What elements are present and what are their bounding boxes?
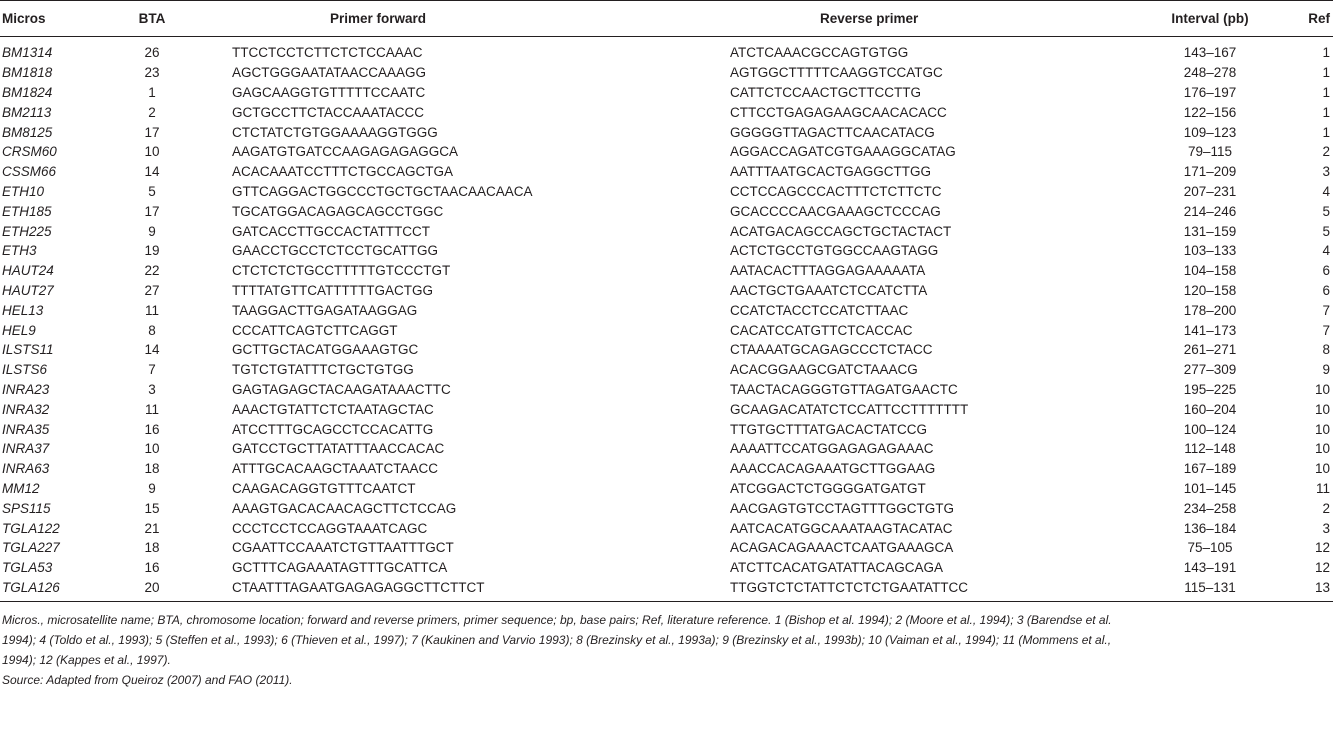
cell-interval: 122–156 bbox=[1183, 104, 1237, 120]
cell-ref: 1 bbox=[1322, 104, 1330, 120]
cell-primer-forward: TGTCTGTATTTCTGCTGTGG bbox=[232, 362, 414, 378]
cell-micros: ILSTS6 bbox=[2, 362, 48, 378]
cell-primer-forward: GAGTAGAGCTACAAGATAAACTTC bbox=[232, 381, 451, 397]
cell-reverse-primer: AAAATTCCATGGAGAGAGAAAC bbox=[730, 441, 934, 457]
cell-primer-forward: TAAGGACTTGAGATAAGGAG bbox=[232, 302, 418, 318]
cell-primer-forward: AAACTGTATTCTCTAATAGCTAC bbox=[232, 401, 434, 417]
table-row bbox=[0, 261, 1333, 281]
cell-reverse-primer: AATACACTTTAGGAGAAAAATA bbox=[730, 263, 926, 279]
cell-interval: 176–197 bbox=[1183, 84, 1237, 100]
cell-interval: 171–209 bbox=[1183, 164, 1237, 180]
cell-interval: 178–200 bbox=[1183, 302, 1237, 318]
cell-ref: 6 bbox=[1322, 282, 1330, 298]
cell-primer-forward: TTCCTCCTCTTCTCTCCAAAC bbox=[232, 45, 423, 61]
cell-micros: HAUT24 bbox=[2, 263, 54, 279]
cell-primer-forward: CCCATTCAGTCTTCAGGT bbox=[232, 322, 398, 338]
cell-bta: 2 bbox=[148, 104, 156, 120]
header-primer-forward: Primer forward bbox=[182, 1, 730, 37]
cell-primer-forward: AAAGTGACACAACAGCTTCTCCAG bbox=[232, 500, 457, 516]
cell-interval: 143–191 bbox=[1183, 560, 1237, 576]
cell-bta: 8 bbox=[148, 322, 156, 338]
cell-bta: 21 bbox=[144, 520, 160, 536]
table-row bbox=[0, 201, 1333, 221]
cell-bta: 22 bbox=[144, 263, 160, 279]
cell-bta: 16 bbox=[144, 421, 160, 437]
table-row bbox=[0, 518, 1333, 538]
table-row bbox=[0, 439, 1333, 459]
table-row bbox=[0, 419, 1333, 439]
cell-ref: 3 bbox=[1322, 520, 1330, 536]
cell-interval: 207–231 bbox=[1183, 183, 1237, 199]
cell-reverse-primer: ACTCTGCCTGTGGCCAAGTAGG bbox=[730, 243, 939, 259]
cell-ref: 13 bbox=[1270, 578, 1333, 602]
cell-interval: 131–159 bbox=[1183, 223, 1237, 239]
cell-reverse-primer: CTTCCTGAGAGAAGCAACACACC bbox=[730, 104, 947, 120]
cell-reverse-primer: AATTTAATGCACTGAGGCTTGG bbox=[730, 164, 931, 180]
cell-ref: 1 bbox=[1322, 124, 1330, 140]
cell-micros: INRA35 bbox=[2, 421, 50, 437]
cell-primer-forward: ATCCTTTGCAGCCTCCACATTG bbox=[232, 421, 434, 437]
cell-bta: 11 bbox=[144, 401, 159, 417]
cell-primer-forward: CGAATTCCAAATCTGTTAATTTGCT bbox=[232, 540, 454, 556]
table-row bbox=[0, 122, 1333, 142]
cell-primer-forward: CTCTATCTGTGGAAAAGGTGGG bbox=[232, 124, 438, 140]
cell-ref: 3 bbox=[1322, 164, 1330, 180]
cell-interval: 160–204 bbox=[1183, 401, 1237, 417]
cell-reverse-primer: AACTGCTGAAATCTCCATCTTA bbox=[730, 282, 928, 298]
cell-interval: 195–225 bbox=[1183, 381, 1237, 397]
cell-micros: ETH3 bbox=[2, 243, 37, 259]
cell-ref: 12 bbox=[1314, 560, 1330, 576]
cell-micros: CRSM60 bbox=[2, 144, 57, 160]
table-row bbox=[0, 162, 1333, 182]
cell-reverse-primer: ACAGACAGAAACTCAATGAAAGCA bbox=[730, 540, 954, 556]
cell-primer-forward: CTCTCTCTGCCTTTTTGTCCCTGT bbox=[232, 263, 451, 279]
table-header bbox=[0, 1, 1333, 37]
cell-interval: 100–124 bbox=[1183, 421, 1237, 437]
table-row bbox=[0, 320, 1333, 340]
cell-reverse-primer: GCACCCCAACGAAAGCTCCCAG bbox=[730, 203, 941, 219]
cell-reverse-primer: ATCGGACTCTGGGGATGATGT bbox=[730, 480, 926, 496]
cell-interval: 141–173 bbox=[1183, 322, 1237, 338]
cell-micros: TGLA227 bbox=[2, 540, 60, 556]
cell-primer-forward: AGCTGGGAATATAACCAAAGG bbox=[232, 65, 427, 81]
cell-bta: 19 bbox=[144, 243, 160, 259]
table-legend: Micros., microsatellite name; BTA, chromosome location; forward and reverse primers, primer sequence; bp, base pairs; Ref, literature reference. 1 (Bishop et al. 1994); 2 (Moore et al., 1994); 3 (Barendse et al. 1994); 4 (Toldo et al., 1993); 5 (Steffen et al., 1993); 6 (Thieven et al., 1997); 7 (Kaukinen and Varvio 1993); 8 (Brezinsky et al., 1993a); 9 (Brezinsky et al., 1993b); 10 (Vaiman et al., 1994); 11 (Mommens et al., 1994); 12 (Kappes et al., 1997). bbox=[2, 613, 1112, 668]
cell-micros: INRA37 bbox=[2, 441, 50, 457]
table-row bbox=[0, 221, 1333, 241]
cell-micros: BM1824 bbox=[2, 84, 53, 100]
cell-reverse-primer: CTAAAATGCAGAGCCCTCTACC bbox=[730, 342, 933, 358]
table-row bbox=[0, 360, 1333, 380]
cell-primer-forward: CTAATTTAGAATGAGAGAGGCTTCTTCT bbox=[182, 578, 730, 602]
cell-micros: SPS115 bbox=[2, 500, 51, 516]
cell-bta: 18 bbox=[144, 540, 160, 556]
cell-primer-forward: GCTTGCTACATGGAAAGTGC bbox=[232, 342, 419, 358]
table-row bbox=[0, 182, 1333, 202]
cell-primer-forward: ATTTGCACAAGCTAAATCTAACC bbox=[232, 461, 439, 477]
cell-ref: 5 bbox=[1322, 223, 1330, 239]
table-row bbox=[0, 340, 1333, 360]
cell-micros: INRA32 bbox=[2, 401, 50, 417]
table-body bbox=[0, 37, 1333, 602]
header-ref: Ref bbox=[1270, 1, 1333, 37]
cell-bta: 7 bbox=[148, 362, 156, 378]
cell-ref: 4 bbox=[1322, 243, 1330, 259]
cell-bta: 10 bbox=[144, 144, 160, 160]
cell-ref: 4 bbox=[1322, 183, 1330, 199]
cell-reverse-primer: ATCTCAAACGCCAGTGTGG bbox=[730, 45, 909, 61]
table-row bbox=[0, 538, 1333, 558]
cell-primer-forward: GTTCAGGACTGGCCCTGCTGCTAACAACAACA bbox=[232, 183, 533, 199]
cell-micros: HAUT27 bbox=[2, 282, 54, 298]
cell-interval: 112–148 bbox=[1184, 441, 1236, 457]
table-notes bbox=[0, 610, 1145, 690]
cell-micros: ETH185 bbox=[2, 203, 52, 219]
cell-primer-forward: GCTGCCTTCTACCAAATACCC bbox=[232, 104, 424, 120]
cell-bta: 23 bbox=[144, 65, 160, 81]
cell-interval: 214–246 bbox=[1183, 203, 1237, 219]
cell-ref: 10 bbox=[1314, 441, 1330, 457]
cell-micros: TGLA126 bbox=[0, 578, 122, 602]
cell-micros: INRA23 bbox=[2, 381, 50, 397]
cell-interval: 104–158 bbox=[1183, 263, 1237, 279]
cell-ref: 1 bbox=[1322, 45, 1330, 61]
cell-reverse-primer: AGGACCAGATCGTGAAAGGCATAG bbox=[730, 144, 956, 160]
cell-reverse-primer: TAACTACAGGGTGTTAGATGAACTC bbox=[730, 381, 958, 397]
cell-bta: 9 bbox=[148, 223, 156, 239]
cell-primer-forward: GCTTTCAGAAATAGTTTGCATTCA bbox=[232, 560, 448, 576]
cell-reverse-primer: AAACCACAGAAATGCTTGGAAG bbox=[730, 461, 936, 477]
cell-ref: 10 bbox=[1314, 401, 1330, 417]
table-row bbox=[0, 399, 1333, 419]
cell-interval: 143–167 bbox=[1183, 45, 1237, 61]
cell-interval: 101–145 bbox=[1183, 480, 1237, 496]
cell-reverse-primer: CCTCCAGCCCACTTTCTCTTCTC bbox=[730, 183, 942, 199]
cell-reverse-primer: CACATCCATGTTCTCACCAC bbox=[730, 322, 913, 338]
table-row bbox=[0, 83, 1333, 103]
cell-primer-forward: CAAGACAGGTGTTTCAATCT bbox=[232, 480, 416, 496]
cell-reverse-primer: AGTGGCTTTTTCAAGGTCCATGC bbox=[730, 65, 943, 81]
header-row bbox=[0, 1, 1333, 37]
cell-reverse-primer: ACATGACAGCCAGCTGCTACTACT bbox=[730, 223, 952, 239]
cell-bta: 1 bbox=[148, 84, 156, 100]
cell-bta: 27 bbox=[144, 282, 160, 298]
cell-bta: 17 bbox=[144, 124, 160, 140]
cell-ref: 10 bbox=[1314, 381, 1330, 397]
cell-primer-forward: TTTTATGTTCATTTTTTGACTGG bbox=[232, 282, 433, 298]
cell-bta: 16 bbox=[144, 560, 160, 576]
cell-reverse-primer: GCAAGACATATCTCCATTCCTTTTTTT bbox=[730, 401, 969, 417]
table-row bbox=[0, 281, 1333, 301]
cell-ref: 12 bbox=[1314, 540, 1330, 556]
header-micros: Micros bbox=[0, 1, 122, 37]
cell-micros: BM2113 bbox=[2, 104, 52, 120]
cell-primer-forward: GAACCTGCCTCTCCTGCATTGG bbox=[232, 243, 438, 259]
cell-primer-forward: GAGCAAGGTGTTTTTCCAATC bbox=[232, 84, 426, 100]
cell-ref: 10 bbox=[1314, 421, 1330, 437]
cell-primer-forward: AAGATGTGATCCAAGAGAGAGGCA bbox=[232, 144, 459, 160]
cell-ref: 1 bbox=[1322, 65, 1330, 81]
cell-ref: 5 bbox=[1322, 203, 1330, 219]
cell-interval: 115–131 bbox=[1150, 578, 1270, 602]
cell-bta: 17 bbox=[144, 203, 160, 219]
cell-bta: 14 bbox=[144, 164, 160, 180]
table-row bbox=[0, 479, 1333, 499]
cell-micros: BM1314 bbox=[2, 45, 53, 61]
cell-ref: 2 bbox=[1322, 500, 1330, 516]
cell-primer-forward: ACACAAATCCTTTCTGCCAGCTGA bbox=[232, 164, 454, 180]
cell-interval: 120–158 bbox=[1183, 282, 1237, 298]
cell-bta: 26 bbox=[144, 45, 160, 61]
cell-bta: 18 bbox=[144, 461, 160, 477]
table-row bbox=[0, 241, 1333, 261]
cell-bta: 14 bbox=[144, 342, 160, 358]
table-row bbox=[0, 558, 1333, 578]
cell-bta: 10 bbox=[144, 441, 160, 457]
cell-micros: BM1818 bbox=[2, 65, 53, 81]
cell-interval: 75–105 bbox=[1187, 540, 1233, 556]
header-bta: BTA bbox=[122, 1, 182, 37]
cell-reverse-primer: ACACGGAAGCGATCTAAACG bbox=[730, 362, 918, 378]
cell-bta: 9 bbox=[148, 480, 156, 496]
cell-bta: 15 bbox=[144, 500, 160, 516]
cell-interval: 167–189 bbox=[1183, 461, 1237, 477]
table-row bbox=[0, 300, 1333, 320]
cell-micros: CSSM66 bbox=[2, 164, 57, 180]
cell-reverse-primer: CCATCTACCTCCATCTTAAC bbox=[730, 302, 909, 318]
cell-interval: 261–271 bbox=[1183, 342, 1237, 358]
cell-interval: 103–133 bbox=[1183, 243, 1237, 259]
table-row bbox=[0, 63, 1333, 83]
cell-primer-forward: TGCATGGACAGAGCAGCCTGGC bbox=[232, 203, 444, 219]
header-reverse-primer: Reverse primer bbox=[730, 1, 1150, 37]
cell-micros: ILSTS11 bbox=[2, 342, 54, 358]
cell-primer-forward: GATCCTGCTTATATTTAACCACAC bbox=[232, 441, 445, 457]
cell-micros: BM8125 bbox=[2, 124, 53, 140]
table-row bbox=[0, 37, 1333, 63]
cell-bta: 11 bbox=[144, 302, 159, 318]
table-source: Source: Adapted from Queiroz (2007) and FAO (2011). bbox=[2, 673, 293, 688]
cell-ref: 2 bbox=[1322, 144, 1330, 160]
cell-reverse-primer: AACGAGTGTCCTAGTTTGGCTGTG bbox=[730, 500, 954, 516]
cell-interval: 109–123 bbox=[1183, 124, 1237, 140]
cell-ref: 8 bbox=[1322, 342, 1330, 358]
table-row bbox=[0, 380, 1333, 400]
cell-primer-forward: CCCTCCTCCAGGTAAATCAGC bbox=[232, 520, 428, 536]
cell-ref: 11 bbox=[1315, 480, 1330, 496]
cell-micros: TGLA53 bbox=[2, 560, 53, 576]
cell-micros: HEL13 bbox=[2, 302, 44, 318]
cell-primer-forward: GATCACCTTGCCACTATTTCCT bbox=[232, 223, 430, 239]
cell-reverse-primer: TTGTGCTTTATGACACTATCCG bbox=[730, 421, 927, 437]
table-row bbox=[0, 459, 1333, 479]
table-row bbox=[0, 142, 1333, 162]
cell-reverse-primer: ATCTTCACATGATATTACAGCAGA bbox=[730, 560, 944, 576]
cell-micros: INRA63 bbox=[2, 461, 50, 477]
cell-reverse-primer: AATCACATGGCAAATAAGTACATAC bbox=[730, 520, 953, 536]
header-interval: Interval (pb) bbox=[1150, 1, 1270, 37]
cell-bta: 5 bbox=[148, 183, 156, 199]
cell-reverse-primer: TTGGTCTCTATTCTCTCTGAATATTCC bbox=[730, 578, 1150, 602]
cell-interval: 79–115 bbox=[1187, 144, 1233, 160]
cell-reverse-primer: CATTCTCCAACTGCTTCCTTG bbox=[730, 84, 921, 100]
cell-ref: 7 bbox=[1322, 322, 1330, 338]
cell-interval: 234–258 bbox=[1183, 500, 1237, 516]
cell-bta: 3 bbox=[148, 381, 156, 397]
cell-micros: ETH10 bbox=[2, 183, 45, 199]
cell-ref: 10 bbox=[1314, 461, 1330, 477]
cell-micros: ETH225 bbox=[2, 223, 52, 239]
cell-bta: 20 bbox=[122, 578, 182, 602]
table-row bbox=[0, 498, 1333, 518]
cell-interval: 136–184 bbox=[1183, 520, 1237, 536]
cell-micros: MM12 bbox=[2, 480, 40, 496]
cell-interval: 277–309 bbox=[1183, 362, 1237, 378]
cell-micros: HEL9 bbox=[2, 322, 36, 338]
cell-ref: 7 bbox=[1322, 302, 1330, 318]
cell-micros: TGLA122 bbox=[2, 520, 60, 536]
table-row bbox=[0, 102, 1333, 122]
cell-interval: 248–278 bbox=[1183, 65, 1237, 81]
cell-reverse-primer: GGGGGTTAGACTTCAACATACG bbox=[730, 124, 935, 140]
table-row bbox=[0, 578, 1333, 602]
cell-ref: 9 bbox=[1322, 362, 1330, 378]
cell-ref: 6 bbox=[1322, 263, 1330, 279]
cell-ref: 1 bbox=[1322, 84, 1330, 100]
